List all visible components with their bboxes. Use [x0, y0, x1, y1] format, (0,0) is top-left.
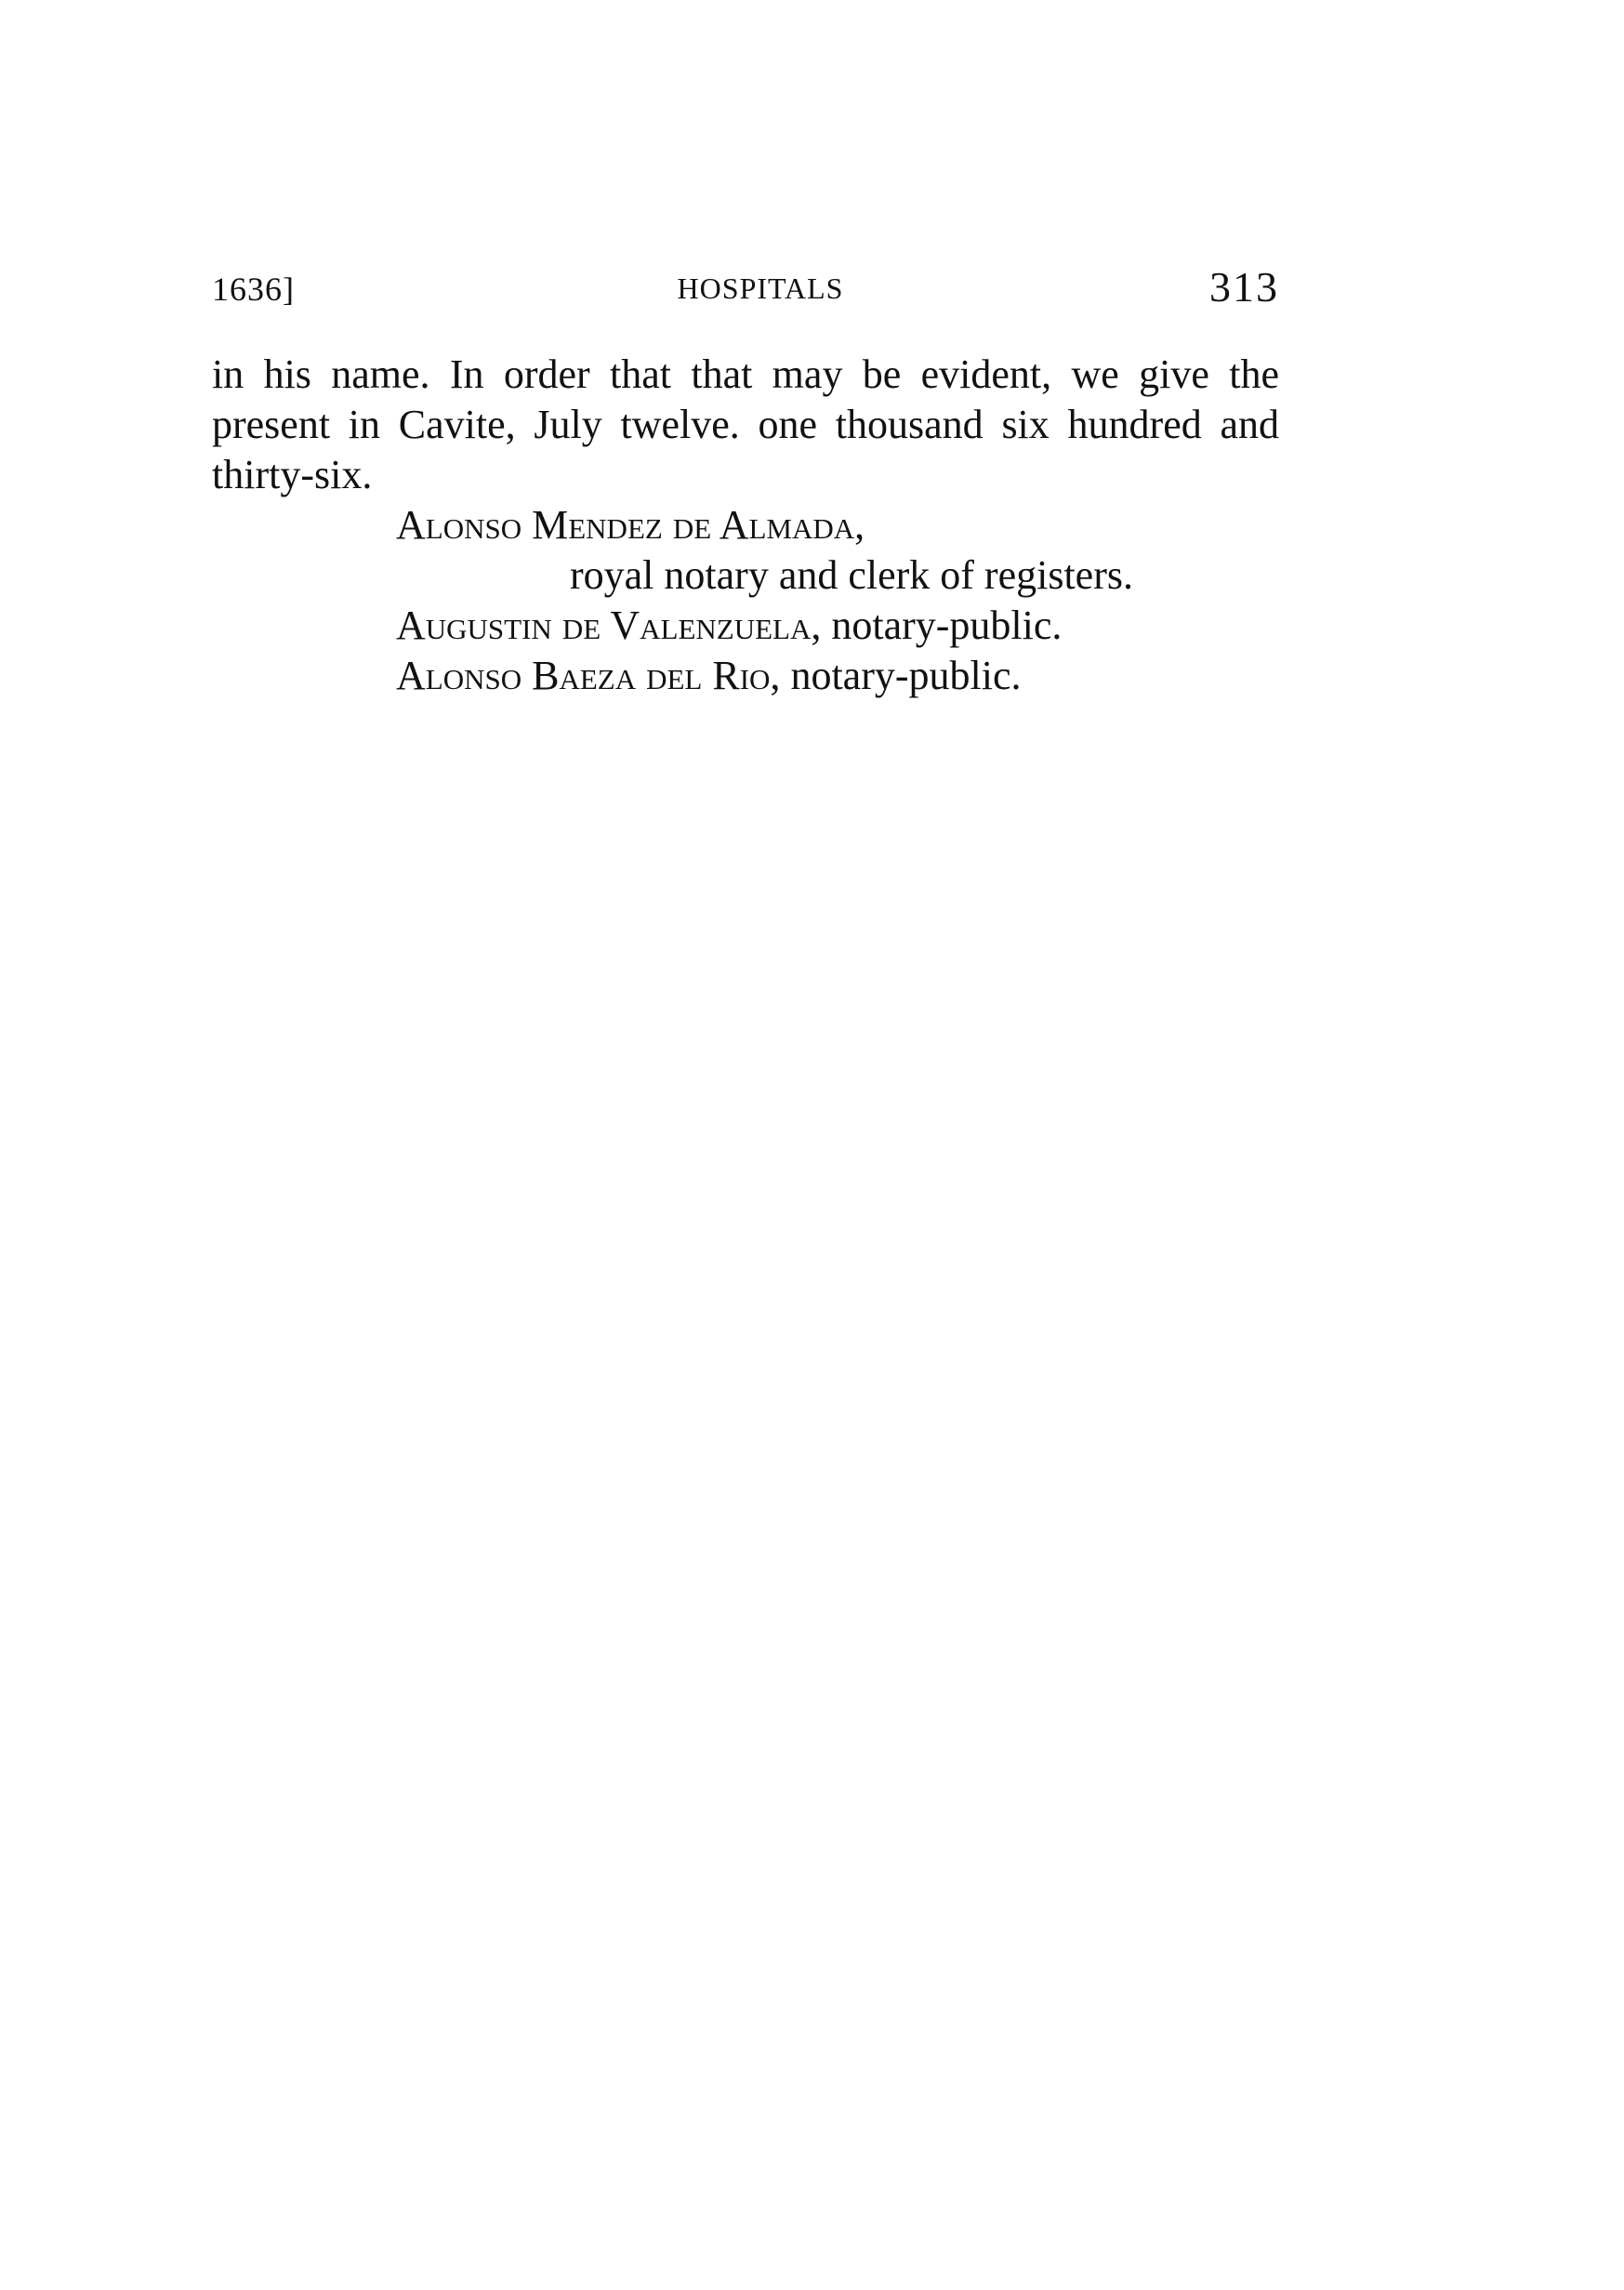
running-head-year: 1636] [212, 271, 295, 308]
signatory-title: notary-public. [831, 602, 1063, 648]
signature-line [212, 500, 1279, 550]
page-number: 313 [1209, 263, 1279, 311]
signatory-name: Alonso Mendez de Almada, [396, 502, 865, 548]
running-head [212, 262, 1279, 318]
running-head-title: HOSPITALS [677, 271, 844, 305]
signature-line [212, 651, 1279, 701]
closing-paragraph: in his name. In order that that may be evident, we give the present in Cavite, July twelve. one thousand six hundred and thirty-six. [212, 351, 1279, 497]
signature-title-line [212, 550, 1279, 601]
signatory-name: Alonso Baeza del Rio, [396, 653, 781, 698]
signatory-title: royal notary and clerk of registers. [570, 552, 1133, 598]
signatory-name: Augustin de Valenzuela, [396, 602, 822, 648]
body-text [212, 350, 1279, 701]
signatory-title: notary-public. [790, 653, 1022, 698]
signature-line [212, 601, 1279, 651]
